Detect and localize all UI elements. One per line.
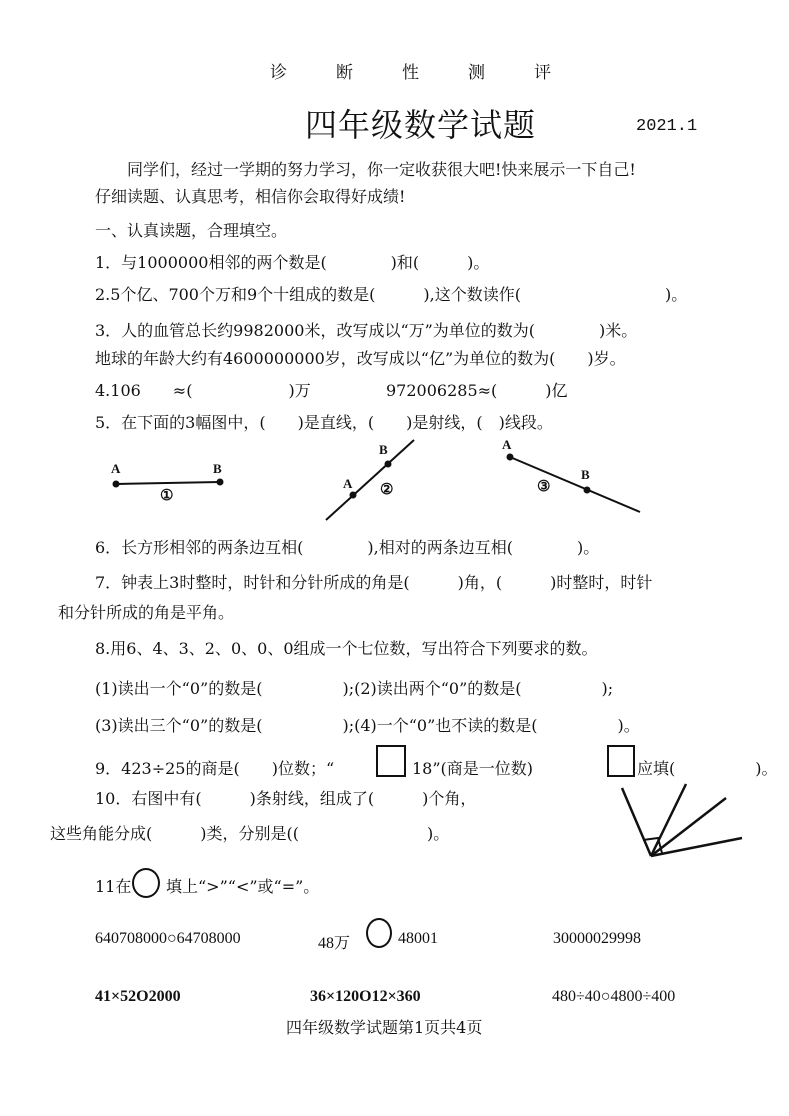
question-10-line-2: 这些角能分成( )类，分别是(( )。	[50, 824, 450, 843]
fig3-label-number: ③	[537, 479, 551, 495]
fig1-label-b: B	[213, 461, 222, 476]
question-3-line-2: 地球的年龄大约有4600000000岁，改写成以“亿”为单位的数为( )岁。	[95, 349, 626, 368]
point-a	[507, 454, 514, 461]
fig3-label-b: B	[581, 467, 590, 482]
question-7-line-2: 和分针所成的角是平角。	[58, 603, 235, 622]
question-10-line-1: 10．右图中有( )条射线，组成了( )个角，	[95, 789, 477, 808]
compare-item-6: 480÷40○4800÷400	[552, 988, 676, 1005]
fig2-label-b: B	[379, 442, 388, 457]
subtitle-char: 诊	[270, 63, 287, 83]
question-11-part-b: 填上“>”“<”或“=”。	[166, 877, 320, 896]
compare-item-2-right: 48001	[398, 930, 438, 947]
page-title: 四年级数学试题	[305, 106, 537, 144]
question-9-part-b: 18”(商是一位数)	[412, 759, 534, 778]
question-8: 8.用6、4、3、2、0、0、0组成一个七位数，写出符合下列要求的数。	[95, 639, 598, 658]
page-footer: 四年级数学试题第1页共4页	[286, 1018, 483, 1037]
point-b	[584, 487, 591, 494]
question-9-part-a: 9．423÷25的商是( )位数；“	[95, 759, 335, 778]
compare-item-1: 640708000○64708000	[95, 930, 241, 947]
answer-box	[376, 745, 406, 777]
question-4-left: 4.106 ≈( )万	[95, 381, 311, 400]
segment-line	[116, 482, 220, 484]
fig2-label-number: ②	[380, 482, 394, 498]
fig2-label-a: A	[343, 476, 353, 491]
point-b	[385, 461, 392, 468]
compare-item-2-left: 48万	[318, 935, 351, 952]
point-b	[217, 479, 224, 486]
question-5: 5．在下面的3幅图中，( )是直线，( )是射线，( )线段。	[95, 413, 553, 432]
answer-box	[607, 745, 635, 777]
compare-item-4: 41×52O2000	[95, 988, 181, 1005]
question-3-line-1: 3．人的血管总长约9982000米，改写成以“万”为单位的数为( )米。	[95, 321, 638, 340]
compare-circle	[132, 868, 160, 898]
intro-line-1: 同学们，经过一学期的努力学习，你一定收获很大吧!快来展示一下自己!	[127, 160, 636, 179]
fig1-label-a: A	[111, 461, 121, 476]
fig3-label-a: A	[502, 437, 512, 452]
compare-circle	[366, 918, 392, 948]
question-8-part-b: (3)读出三个“0”的数是( );(4)一个“0”也不读的数是( )。	[95, 716, 640, 735]
point-a	[113, 481, 120, 488]
question-8-part-a: (1)读出一个“0”的数是( );(2)读出两个“0”的数是( );	[95, 679, 614, 698]
angle-figure	[622, 784, 742, 856]
question-4-right: 972006285≈( )亿	[386, 381, 568, 400]
compare-item-3: 30000029998	[553, 930, 641, 947]
section-heading: 一、认真读题，合理填空。	[95, 221, 288, 240]
subtitle-char: 测	[468, 63, 485, 83]
subtitle-char: 评	[534, 63, 551, 83]
straight-line	[326, 440, 414, 520]
exam-date: 2021.1	[636, 117, 698, 136]
question-2: 2.5个亿、700个万和9个十组成的数是( ),这个数读作( )。	[95, 285, 688, 304]
question-6: 6．长方形相邻的两条边互相( ),相对的两条边互相( )。	[95, 538, 600, 557]
question-9-part-c: 应填( )。	[637, 759, 778, 778]
question-7-line-1: 7．钟表上3时整时，时针和分针所成的角是( )角，( )时整时，时针	[95, 573, 653, 592]
compare-item-5: 36×120O12×360	[310, 988, 421, 1005]
subtitle-char: 断	[336, 63, 353, 83]
intro-line-2: 仔细读题、认真思考，相信你会取得好成绩!	[95, 187, 406, 206]
fig1-label-number: ①	[160, 488, 174, 504]
question-1: 1．与1000000相邻的两个数是( )和( )。	[95, 253, 490, 272]
ray-line	[510, 457, 640, 512]
point-a	[350, 492, 357, 499]
question-11-part-a: 11在	[95, 877, 132, 896]
subtitle-char: 性	[402, 63, 419, 83]
